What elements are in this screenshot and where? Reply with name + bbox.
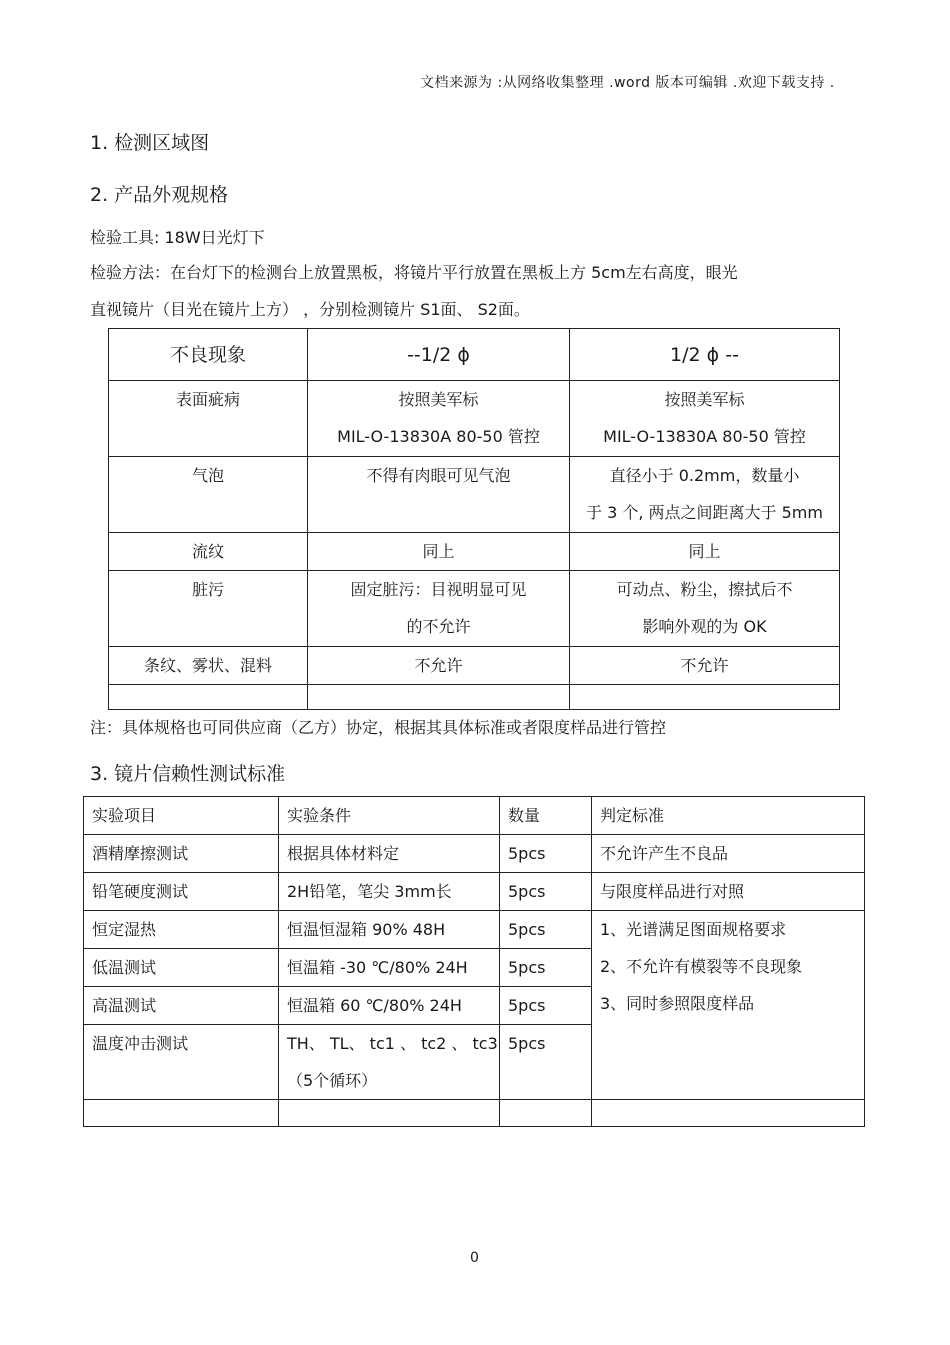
section-1-title: 1. 检测区域图	[90, 132, 210, 154]
reliability-header	[84, 797, 865, 835]
test-quantity: 5pcs	[500, 873, 592, 911]
table-row	[84, 873, 865, 911]
header-note: 文档来源为 :从网络收集整理 .word 版本可编辑 .欢迎下载支持 .	[420, 75, 835, 91]
header-cell: 实验条件	[279, 797, 500, 835]
inspection-tool: 检验工具: 18W日光灯下	[90, 228, 265, 247]
inspection-method-line2: 直视镜片（目光在镜片上方） ，分别检测镜片 S1面、 S2面。	[90, 300, 530, 319]
defect-name: 条纹、雾状、混料	[109, 647, 308, 685]
inspection-method-line1: 检验方法：在台灯下的检测台上放置黑板，将镜片平行放置在黑板上方 5cm左右高度，眼光	[90, 263, 738, 282]
test-condition: 恒温箱 -30 ℃/80% 24H	[279, 949, 500, 987]
test-condition: 2H铅笔，笔尖 3mm长	[279, 873, 500, 911]
test-quantity: 5pcs	[500, 1025, 592, 1100]
test-condition: 根据具体材料定	[279, 835, 500, 873]
spec-a: 不允许	[308, 647, 570, 685]
test-item: 铅笔硬度测试	[84, 873, 279, 911]
spec-b: 按照美军标 MIL-O-13830A 80-50 管控	[570, 381, 840, 457]
test-quantity: 5pcs	[500, 949, 592, 987]
header-cell: --1/2 ϕ	[308, 329, 570, 381]
header-cell: 判定标准	[592, 797, 865, 835]
test-item: 酒精摩擦测试	[84, 835, 279, 873]
test-item: 低温测试	[84, 949, 279, 987]
spec-b: 直径小于 0.2mm，数量小 于 3 个, 两点之间距离大于 5mm	[570, 457, 840, 533]
defect-table	[108, 328, 840, 710]
page-number: 0	[470, 1250, 479, 1266]
table-row	[109, 533, 840, 571]
test-item: 恒定湿热	[84, 911, 279, 949]
test-quantity: 5pcs	[500, 835, 592, 873]
test-item: 高温测试	[84, 987, 279, 1025]
judgement-standard: 与限度样品进行对照	[592, 873, 865, 911]
header-cell: 数量	[500, 797, 592, 835]
test-condition: TH、 TL、 tc1 、 tc2 、 tc3 （5个循环）	[279, 1025, 500, 1100]
merged-judgement-standard: 1、光谱满足图面规格要求 2、不允许有模裂等不良现象 3、同时参照限度样品	[592, 911, 865, 1100]
header-cell: 实验项目	[84, 797, 279, 835]
test-quantity: 5pcs	[500, 911, 592, 949]
table-row	[109, 571, 840, 647]
spec-a: 固定脏污：目视明显可见 的不允许	[308, 571, 570, 647]
spec-a: 按照美军标 MIL-O-13830A 80-50 管控	[308, 381, 570, 457]
section-2-title: 2. 产品外观规格	[90, 184, 229, 206]
defect-name: 流纹	[109, 533, 308, 571]
spec-b: 同上	[570, 533, 840, 571]
empty-row	[84, 1100, 865, 1127]
spec-a: 不得有肉眼可见气泡	[308, 457, 570, 533]
defect-name: 表面疵病	[109, 381, 308, 457]
spec-a: 同上	[308, 533, 570, 571]
table-row	[84, 835, 865, 873]
test-item: 温度冲击测试	[84, 1025, 279, 1100]
test-condition: 恒温恒湿箱 90% 48H	[279, 911, 500, 949]
header-cell: 不良现象	[109, 329, 308, 381]
section-3-title: 3. 镜片信赖性测试标准	[90, 763, 286, 785]
spec-b: 不允许	[570, 647, 840, 685]
defect-name: 气泡	[109, 457, 308, 533]
spec-b: 可动点、粉尘，擦拭后不 影响外观的为 OK	[570, 571, 840, 647]
test-condition: 恒温箱 60 ℃/80% 24H	[279, 987, 500, 1025]
defect-table-header	[109, 329, 840, 381]
test-quantity: 5pcs	[500, 987, 592, 1025]
defect-name: 脏污	[109, 571, 308, 647]
reliability-table	[83, 796, 865, 1127]
table-row	[109, 381, 840, 457]
table-row	[109, 457, 840, 533]
table-row	[109, 647, 840, 685]
header-cell: 1/2 ϕ --	[570, 329, 840, 381]
judgement-standard: 不允许产生不良品	[592, 835, 865, 873]
table-row	[84, 911, 865, 949]
empty-row	[109, 685, 840, 710]
spec-note: 注：具体规格也可同供应商（乙方）协定，根据其具体标准或者限度样品进行管控	[90, 718, 667, 737]
